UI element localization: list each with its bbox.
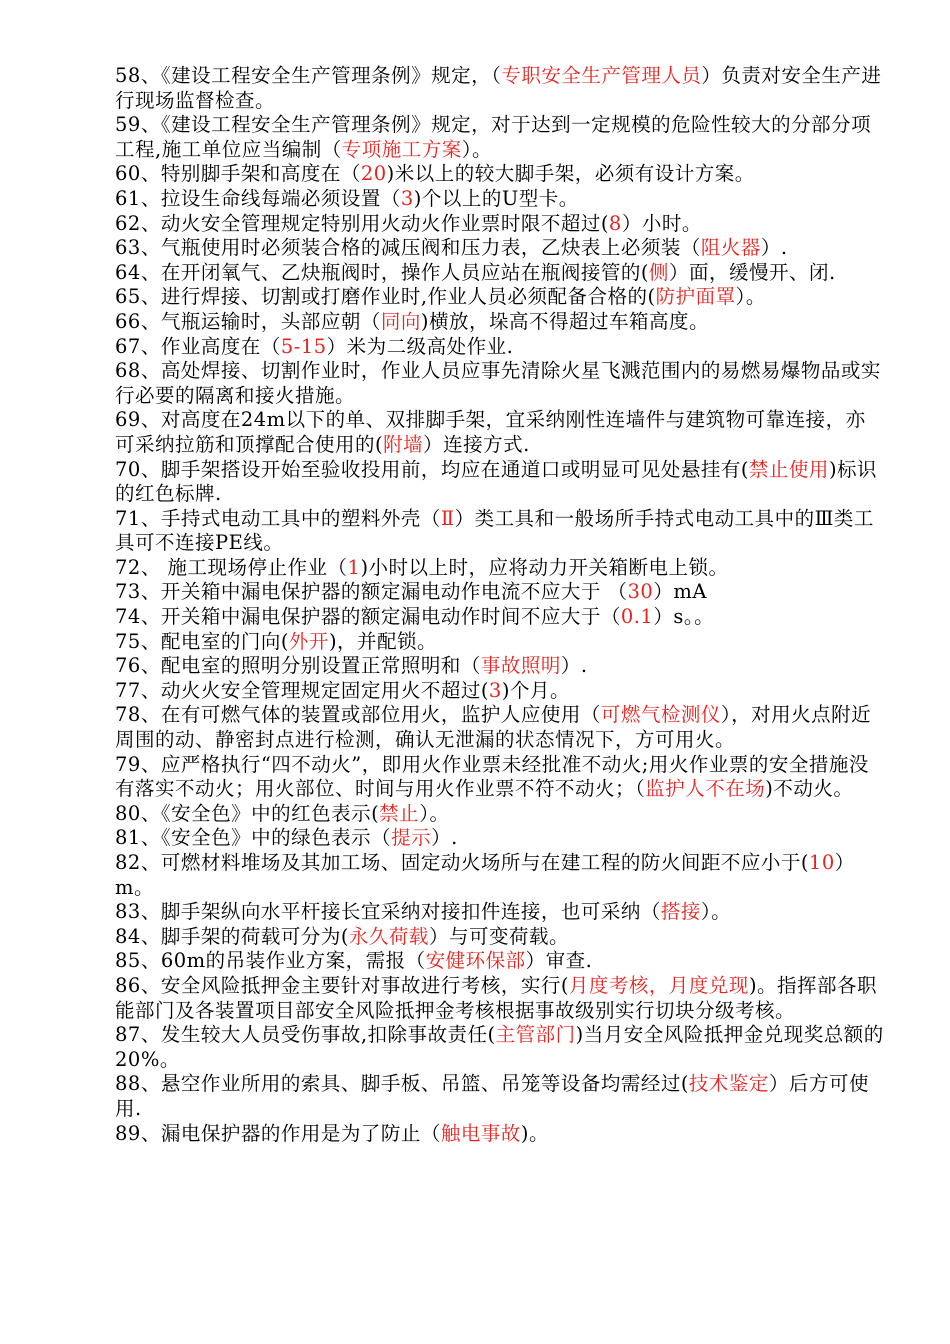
question-item [115,1072,885,1121]
question-text: ）。 [419,801,450,825]
answer-text: 0.1 [620,605,654,629]
question-text: 58、《建设工程安全生产管理条例》规定，（ [115,64,502,87]
question-text: 88、悬空作业所用的索具、脚手板、吊篮、吊笼等设备均需经过( [115,1072,689,1096]
answer-text: 10 [808,851,835,874]
answer-text: 30 [627,580,654,604]
answer-text: 技术鉴定 [688,1072,769,1096]
question-text: ）面，缓慢开、闭. [668,260,836,284]
question-item [115,654,885,679]
question-item [115,359,885,408]
question-text: ）审查. [525,949,593,973]
answer-text: 禁止使用 [748,457,829,481]
answer-text: 20 [360,162,387,186]
question-text: )小时以上时，应将动力开关箱断电上锁。 [360,555,729,579]
question-text: 71、手持式电动工具中的塑料外壳（ [115,506,441,530]
answer-text: 5-15 [280,334,327,358]
question-text: 63、气瓶使用时必须装合格的减压阀和压力表，乙炔表上必须装（ [115,236,701,260]
question-text: 86、安全风险抵押金主要针对事故进行考核，实行( [115,973,569,997]
answer-text: 3 [400,186,414,210]
answer-text: 触电事故 [440,1121,521,1145]
answer-text: 可燃气检测仪 [600,703,721,727]
question-text: 68、高处焊接、切割作业时，作业人员应事先清除火星飞溅范围内的易燃易爆物品或实行必要的隔离和接火措施。 [115,359,881,407]
question-text: 80、《安全色》中的红色表示( [115,801,380,825]
question-item [115,679,885,704]
answer-text: 监护人不在场 [645,777,766,801]
answer-text: Ⅱ [440,506,455,530]
question-item [115,310,885,335]
answer-text: 附墙 [383,432,424,456]
answer-text: 防护面罩 [655,285,736,309]
answer-text: 永久荷载 [348,924,429,948]
question-text: ），对用火点附近周围的动、静密封点进行检测，确认无泄漏的状态情况下，方可用火。 [115,703,872,752]
question-text: ）连接方式. [423,432,530,456]
answer-text: 专项施工方案 [341,137,462,161]
question-text: 61、拉设生命线每端必须设置（ [115,186,401,210]
question-text: 75、配电室的门向( [115,629,289,653]
question-item [115,949,885,974]
question-text: ）小时。 [621,211,702,235]
question-text: ）m。 [115,851,855,899]
question-item [115,507,885,556]
answer-text: 外开 [288,629,329,653]
question-text: )标识的红色标牌. [115,457,878,506]
question-item [115,335,885,360]
question-text: )不动火。 [765,777,854,801]
question-item [115,1122,885,1147]
question-text: ）后方可使用. [115,1072,869,1120]
question-item [115,605,885,630]
question-item [115,703,885,752]
question-text: ）。 [461,137,492,161]
question-text: 83、脚手架纵向水平杆接长宜采纳对接扣件连接，也可采纳（ [115,900,661,924]
answer-text: 阻火器 [700,236,761,260]
question-text: 62、动火安全管理规定特别用火动火作业票时限不超过( [115,211,609,235]
question-text: ）与可变荷载。 [428,924,569,948]
question-text: 78、在有可燃气体的装置或部位用火，监护人应使用（ [115,703,601,727]
answer-text: 专职安全生产管理人员 [501,64,702,87]
question-text: 65、进行焊接、切割或打磨作业时,作业人员必须配备合格的( [115,285,656,309]
answer-text: 提示 [391,826,432,850]
question-text: 70、脚手架搭设开始至验收投用前，均应在通道口或明显可见处悬挂有( [115,457,749,481]
question-text: 69、对高度在24m以下的单、双排脚手架，宜采纳刚性连墙件与建筑物可靠连接，亦可采纳拉筋和顶撑配合使用的( [115,408,866,456]
question-text: 60、特别脚手架和高度在（ [115,162,361,186]
question-item [115,900,885,925]
answer-text: 月度考核，月度兑现 [568,973,749,997]
question-text: )。指挥部各职能部门及各装置项目部安全风险抵押金考核根据事故级别实行切块分级考核。 [115,973,878,1022]
answer-text: 同向 [380,309,421,333]
question-text: ）。 [735,285,766,309]
question-text: )。 [520,1121,549,1145]
document-body [115,64,885,1146]
answer-text: 禁止 [379,801,420,825]
question-text: ）米为二级高处作业. [326,334,514,358]
question-item [115,408,885,457]
question-text: )个月。 [501,678,570,702]
question-text: ）类工具和一般场所手持式电动工具中的Ⅲ类工具可不连接PE线。 [115,506,874,555]
question-item [115,236,885,261]
question-text: )个以上的U型卡。 [413,186,579,210]
question-item [115,580,885,605]
question-text: 79、应严格执行“四不动火”，即用火作业票未经批准不动火;用火作业票的安全措施没有落实不动火；用火部位、时间与用火作业票不符不动火；（ [115,752,869,801]
answer-text: 侧 [648,260,669,284]
answer-text: 事故照明 [480,654,561,678]
question-item [115,261,885,286]
question-text: 85、60m的吊装作业方案，需报（ [115,949,426,973]
question-item [115,212,885,237]
question-item [115,162,885,187]
question-item [115,187,885,212]
question-text: )当月安全风险抵押金兑现奖总额的20%。 [115,1023,884,1071]
question-text: ）. [560,654,588,678]
answer-text: 安健环保部 [425,949,526,973]
question-text: 82、可燃材料堆场及其加工场、固定动火场所与在建工程的防火间距不应小于( [115,851,809,874]
question-item [115,556,885,581]
question-text: 81、《安全色》中的绿色表示（ [115,826,392,850]
question-text: 66、气瓶运输时，头部应朝（ [115,309,381,333]
question-text: 59、《建设工程安全生产管理条例》规定，对于达到一定规模的危险性较大的分部分项工程,施工单位应当编制（ [115,113,872,161]
answer-text: 搭接 [660,900,701,924]
question-item [115,802,885,827]
answer-text: 1 [347,555,361,579]
question-item [115,925,885,950]
question-item [115,826,885,851]
question-text: )横放，垛高不得超过车箱高度。 [420,309,709,333]
question-text: 74、开关箱中漏电保护器的额定漏电动作时间不应大于（ [115,605,621,629]
question-item [115,64,885,113]
answer-text: 8 [608,211,622,235]
question-text: )，并配锁。 [328,629,438,653]
question-text: 73、开关箱中漏电保护器的额定漏电动作电流不应大于 （ [115,580,628,604]
question-text: 72、 施工现场停止作业（ [115,555,348,579]
question-text: 76、配电室的照明分别设置正常照明和（ [115,654,481,678]
question-text: 84、脚手架的荷载可分为( [115,924,349,948]
question-item [115,630,885,655]
question-text: 64、在开闭氧气、乙炔瓶阀时，操作人员应站在瓶阀接管的( [115,260,649,284]
question-text: ）. [431,826,458,850]
question-text: 87、发生较大人员受伤事故,扣除事故责任( [115,1023,496,1047]
question-text: ）mA [653,580,707,604]
question-text: 67、作业高度在（ [115,334,281,358]
question-item [115,753,885,802]
question-text: ）s。。 [653,605,715,629]
answer-text: 3 [488,678,502,702]
question-text: 89、漏电保护器的作用是为了防止（ [115,1121,441,1145]
question-item [115,458,885,507]
question-item [115,113,885,162]
question-text: 77、动火火安全管理规定固定用火不超过( [115,678,489,702]
question-item [115,974,885,1023]
question-text: ）. [760,236,788,260]
question-text: ）。 [700,900,732,924]
question-item [115,851,885,900]
question-text: )米以上的较大脚手架，必须有设计方案。 [386,162,755,186]
answer-text: 主管部门 [495,1023,576,1047]
question-item [115,285,885,310]
question-text: ）负责对安全生产进行现场监督检查。 [115,64,882,112]
question-item [115,1023,885,1072]
